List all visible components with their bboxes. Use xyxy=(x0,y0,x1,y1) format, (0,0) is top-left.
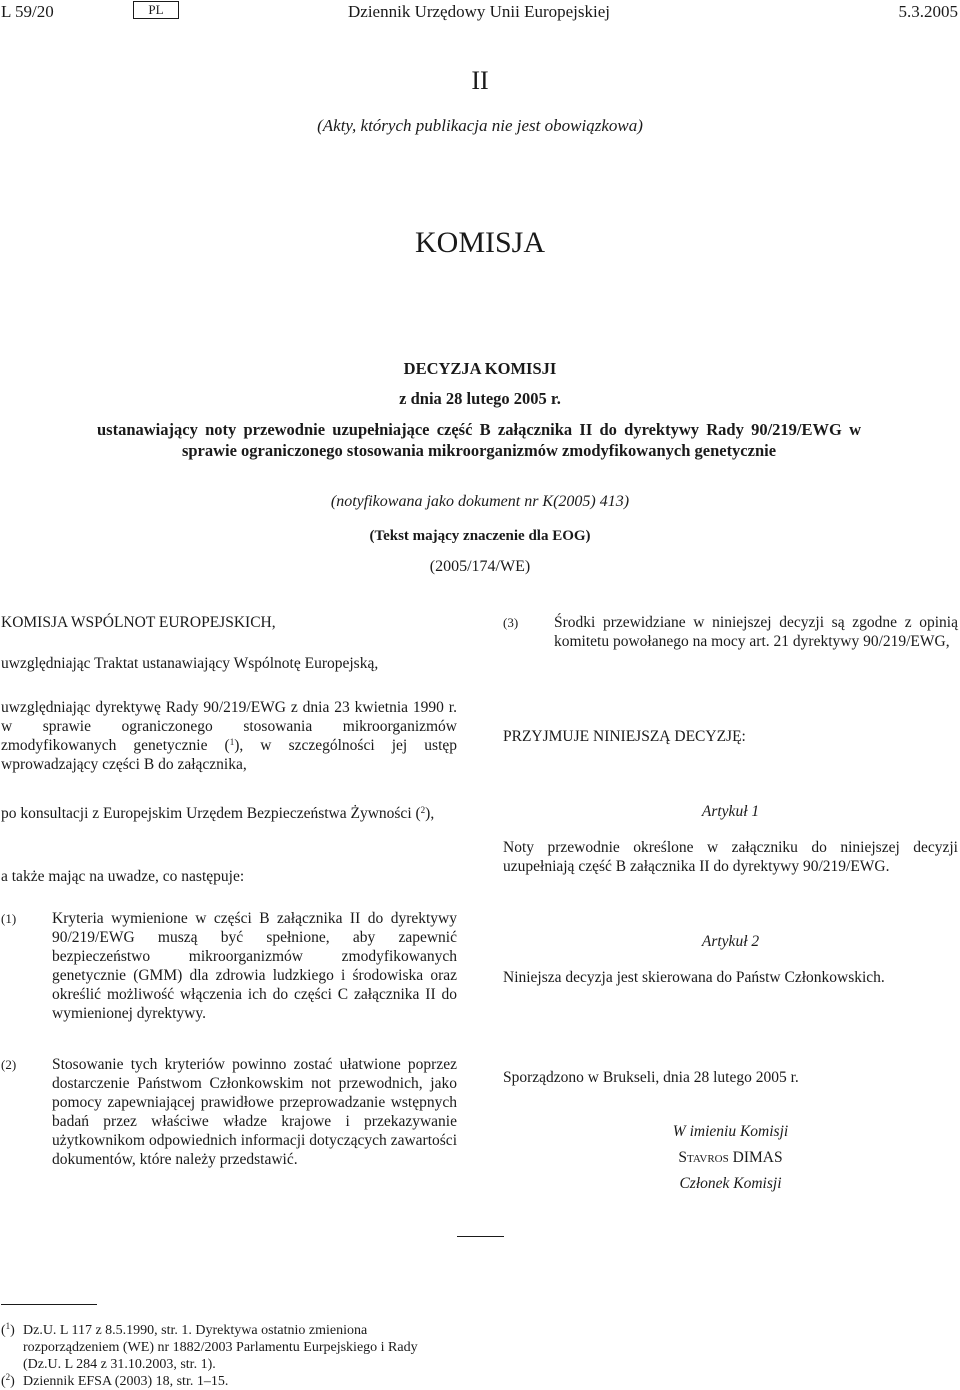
article-1-text: Noty przewodnie określone w załączniku do niniejszej decyzji uzupełniają część B załącznika II do dyrektywy 90/219/EWG. xyxy=(503,839,958,875)
recital-directive-text: uwzględniając dyrektywę Rady 90/219/EWG z dnia 23 kwietnia 1990 r. w sprawie ograniczonego stosowania mikroorganizmów zmodyfikowanych genetycznie ( xyxy=(1,699,457,754)
recital-efsa-text: po konsultacji z Europejskim Urzędem Bezpieczeństwa Żywności ( xyxy=(1,805,421,822)
recital-treaty: uwzględniając Traktat ustanawiający Wspólnotę Europejską, xyxy=(1,655,379,672)
journal-title: Dziennik Urzędowy Unii Europejskiej xyxy=(348,2,611,21)
decision-number: (2005/174/WE) xyxy=(429,558,531,575)
preamble-intro: KOMISJA WSPÓLNOT EUROPEJSKICH, xyxy=(1,614,276,631)
recital-item-number: (1) xyxy=(1,911,17,926)
footnotes xyxy=(1,1322,457,1390)
page-reference: L 59/20 xyxy=(1,2,54,21)
right-column xyxy=(503,0,958,1200)
section-subtitle: (Akty, których publikacja nie jest obowiązkowa) xyxy=(317,116,643,135)
whereas-intro: a także mając na uwadze, co następuje: xyxy=(1,868,245,885)
signatory-name: Stavros DIMAS xyxy=(678,1149,783,1166)
footnote-2: ($^2$) Dziennik EFSA (2003) 18, str. 1–15. xyxy=(1,1372,229,1389)
decision-date: z dnia 28 lutego 2005 r. xyxy=(399,389,561,408)
adopts-statement: PRZYJMUJE NINIEJSZĄ DECYZJĘ: xyxy=(503,728,746,745)
on-behalf-of: W imieniu Komisji xyxy=(672,1123,789,1140)
footnote-text: Dziennik EFSA (2003) 18, str. 1–15. xyxy=(23,1374,229,1389)
recital-item-2 xyxy=(1,1055,457,1195)
footnote-rule xyxy=(1,1304,97,1305)
language-box: PL xyxy=(133,1,179,19)
footnote-ref-1[interactable]: 1 xyxy=(229,737,235,747)
recital-efsa xyxy=(1,804,457,823)
article-1-title: Artykuł 1 xyxy=(701,803,760,820)
recital-directive xyxy=(1,698,457,774)
decision-description: ustanawiający noty przewodnie uzupełniające część B załącznika II do dyrektywy Rady 90/219/EWG w sprawie ograniczonego stosowania mikroorganizmów zmodyfikowanych genetycznie xyxy=(97,420,861,460)
publication-date: 5.3.2005 xyxy=(898,2,958,21)
decision-type: DECYZJA KOMISJI xyxy=(403,359,557,378)
article-2-text: Niniejsza decyzja jest skierowana do Państw Członkowskich. xyxy=(503,969,885,986)
recital-item-text: Środki przewidziane w niniejszej decyzji są zgodne z opinią komitetu powołanego na mocy art. 21 dyrektywy 90/219/EWG, xyxy=(554,614,958,650)
footnote-ref-2[interactable]: 2 xyxy=(420,805,426,815)
footnote-mark: 2 xyxy=(5,1372,11,1382)
end-separator xyxy=(457,1236,504,1237)
recital-item-text: Kryteria wymienione w części B załącznika II do dyrektywy 90/219/EWG muszą być spełnione, aby zapewnić bezpieczeństwo mikroorganizmów zmodyfikowanych genetycznie (GMM) dla zdrowia ludzkiego i środowiska oraz określić możliwość włączenia ich do części C załącznika II do wymienionej dyrektywy. xyxy=(52,910,457,1022)
notification-reference: (notyfikowana jako dokument nr K(2005) 413) xyxy=(330,493,630,510)
recital-item-number: (2) xyxy=(1,1057,17,1072)
footnote-text: Dz.U. L 117 z 8.5.1990, str. 1. Dyrektywa ostatnio zmieniona rozporządzeniem (WE) nr 1882/2003 Parlamentu Eurpejskiego i Rady (Dz.U. L 284 z 31.10.2003, str. 1). xyxy=(23,1323,418,1372)
footnote-1: ($^1$) Dz.U. L 117 z 8.5.1990, str. 1. Dyrektywa ostatnio zmieniona rozporządzeniem (WE) nr 1882/2003 Parlamentu Eurpejskiego i Rady (Dz.U. L 284 z 31.10.2003, str. 1). xyxy=(1,1321,418,1372)
recital-item-3 xyxy=(503,613,958,673)
recital-efsa-text-end: ), xyxy=(425,805,435,822)
recital-item-text: Stosowanie tych kryteriów powinno zostać ułatwione poprzez dostarczenie Państwom Członkowskim not przewodnich, jako pomocy zapewniającej prawidłowe przeprowadzanie wstępnych badań przez właściwe władze krajowe i przekazywanie użytkownikom odpowiednich informacji dotyczących zawartości dokumentów, które należy przedstawić. xyxy=(52,1056,457,1168)
footnote-mark: 1 xyxy=(5,1321,11,1331)
done-at: Sporządzono w Brukseli, dnia 28 lutego 2005 r. xyxy=(503,1069,799,1086)
recital-item-1 xyxy=(1,909,457,1033)
institution-heading: KOMISJA xyxy=(414,226,546,259)
recital-item-number: (3) xyxy=(503,615,519,630)
article-2-title: Artykuł 2 xyxy=(701,933,760,950)
eea-relevance: (Tekst mający znaczenie dla EOG) xyxy=(369,528,591,544)
signatory-role: Członek Komisji xyxy=(679,1175,782,1192)
recital-directive-text-end: ), w szczególności jej ustęp wprowadzający części B do załącznika, xyxy=(1,737,458,773)
section-numeral: II xyxy=(471,66,489,95)
left-column xyxy=(1,0,457,1200)
